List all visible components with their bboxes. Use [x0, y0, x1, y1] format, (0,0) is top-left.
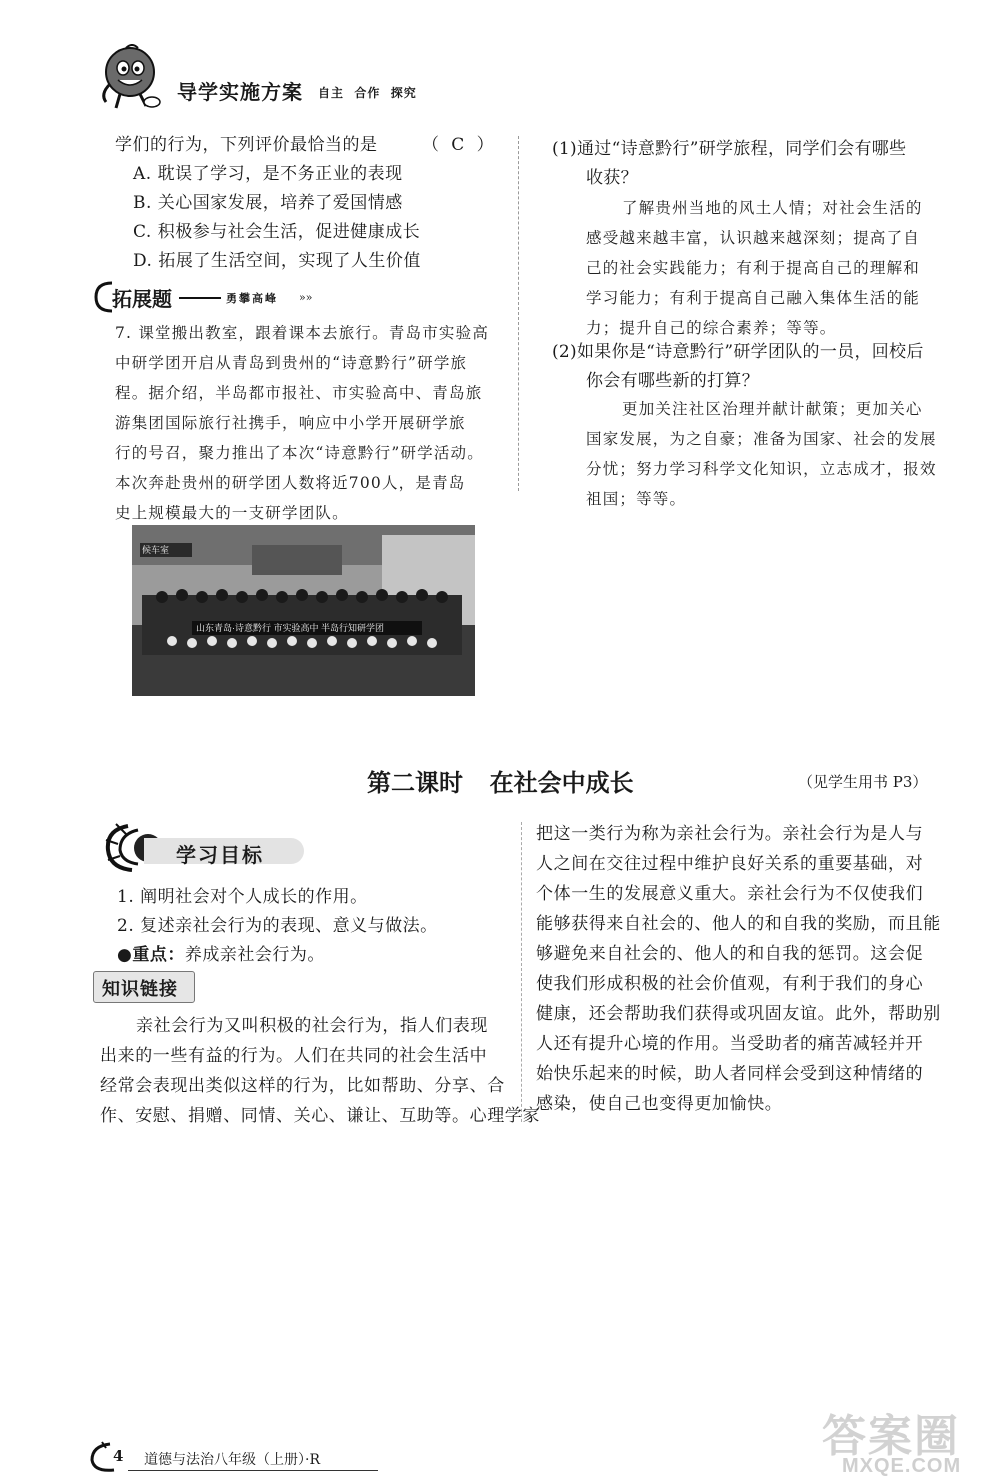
right-a2-line-2: 国家发展，为之自豪；准备为国家、社会的发展	[586, 430, 937, 448]
right-a1-line-3: 己的社会实践能力；有利于提高自己的理解和	[586, 259, 921, 277]
question7-line-3: 程。据介绍，半岛都市报社、市实验高中、青岛旅	[115, 384, 483, 402]
question7-line-1: 7. 课堂搬出教室，跟着课本去旅行。青岛市实验高	[115, 324, 490, 342]
group-photo	[132, 525, 475, 696]
photo-banner: 山东青岛·诗意黔行 市实验高中 半岛行知研学团	[196, 623, 384, 633]
question7-line-7: 史上规模最大的一支研学团队。	[115, 504, 349, 522]
knowledge-right-line-2: 人之间在交往过程中维护良好关系的重要基础，对	[536, 854, 924, 874]
knowledge-right-line-3: 个体一生的发展意义重大。亲社会行为不仅使我们	[536, 884, 924, 904]
lesson-title: 第二课时 在社会中成长	[367, 770, 634, 797]
question6-option-d: D. 拓展了生活空间，实现了人生价值	[133, 251, 421, 271]
knowledge-label: 知识链接	[102, 979, 178, 999]
right-a1-line-1: 了解贵州当地的风土人情；对社会生活的	[622, 199, 923, 217]
knowledge-right-line-4: 能够获得来自社会的、他人的和自我的奖励，而且能	[536, 914, 941, 934]
knowledge-right-line-9: 始快乐起来的时候，助人者同样会受到这种情绪的	[536, 1064, 924, 1084]
question6-option-c: C. 积极参与社会生活，促进健康成长	[133, 222, 421, 242]
right-q1-line-1: (1)通过“诗意黔行”研学旅程，同学们会有哪些	[552, 139, 907, 159]
knowledge-right-line-1: 把这一类行为称为亲社会行为。亲社会行为是人与	[536, 824, 924, 844]
knowledge-right-line-6: 使我们形成积极的社会价值观，有利于我们的身心	[536, 974, 924, 994]
knowledge-left-line-2: 出来的一些有益的行为。人们在共同的社会生活中	[100, 1046, 488, 1066]
question7-line-4: 游集团国际旅行社携手，响应中小学开展研学旅	[115, 414, 466, 432]
footer-page-number: 4	[113, 1447, 124, 1465]
question7-line-5: 行的号召，聚力推出了本次“诗意黔行”研学活动。	[115, 444, 484, 462]
objective-key	[117, 941, 325, 970]
question6-answer: （ C ）	[422, 135, 495, 155]
watermark-bottom: MXQE.COM	[842, 1455, 962, 1477]
objectives-label: 学习目标	[176, 845, 264, 867]
right-q2-line-2: 你会有哪些新的打算？	[586, 371, 759, 391]
question7-line-6: 本次奔赴贵州的研学团人数将近700人，是青岛	[115, 474, 466, 492]
column-divider	[518, 136, 519, 491]
right-a2-line-1: 更加关注社区治理并献计献策；更加关心	[622, 400, 923, 418]
knowledge-left-line-3: 经常会表现出类似这样的行为，比如帮助、分享、合	[100, 1076, 505, 1096]
knowledge-right-line-10: 感染，使自己也变得更加愉快。	[536, 1094, 783, 1114]
extension-dash	[179, 297, 221, 299]
header-motto: 自主 合作 探究	[318, 86, 417, 100]
objective-1: 1. 阐明社会对个人成长的作用。	[117, 887, 368, 907]
knowledge-right-line-5: 够避免来自社会的、他人的和自我的惩罚。这会促	[536, 944, 924, 964]
right-a2-line-4: 祖国；等等。	[586, 490, 687, 508]
watermark-top: 答案圈	[822, 1412, 960, 1461]
right-a2-line-3: 分忧；努力学习科学文化知识，立志成才，报效	[586, 460, 937, 478]
photo-sign: 候车室	[142, 545, 170, 555]
extension-sub: 勇攀高峰	[226, 292, 278, 305]
question6-option-b: B. 关心国家发展，培养了爱国情感	[133, 193, 403, 213]
footer-book-title: 道德与法治八年级（上册）·R	[144, 1452, 320, 1468]
question6-option-a: A. 耽误了学习，是不务正业的表现	[133, 164, 403, 184]
objective-2: 2. 复述亲社会行为的表现、意义与做法。	[117, 916, 438, 936]
knowledge-left-line-1: 亲社会行为又叫积极的社会行为，指人们表现	[136, 1016, 488, 1036]
extension-arrows-icon: »»	[299, 291, 313, 304]
right-a1-line-4: 学习能力；有利于提高自己融入集体生活的能	[586, 289, 921, 307]
extension-label: 拓展题	[112, 289, 172, 311]
footer-rule	[128, 1470, 378, 1471]
right-q1-line-2: 收获？	[586, 168, 638, 188]
objective-key-label: ●重点：	[117, 945, 185, 965]
question7-line-2: 中研学团开启从青岛到贵州的“诗意黔行”研学旅	[115, 354, 468, 372]
lesson-ref: （见学生用书 P3）	[798, 773, 928, 791]
knowledge-right-line-7: 健康，还会帮助我们获得或巩固友谊。此外，帮助别	[536, 1004, 941, 1024]
right-q2-line-1: (2)如果你是“诗意黔行”研学团队的一员，回校后	[552, 342, 924, 362]
objective-key-text: 养成亲社会行为。	[184, 945, 325, 965]
column-divider-lower	[521, 822, 522, 1122]
objectives-badge	[98, 820, 308, 876]
question6-stem: 学们的行为，下列评价最恰当的是	[115, 135, 378, 155]
knowledge-right-line-8: 人还有提升心境的作用。当受助者的痛苦减轻并开	[536, 1034, 924, 1054]
right-a1-line-2: 感受越来越丰富，认识越来越深刻；提高了自	[586, 229, 921, 247]
right-a1-line-5: 力；提升自己的综合素养；等等。	[586, 319, 837, 337]
mascot-icon	[96, 44, 166, 112]
header-title: 导学实施方案	[177, 82, 303, 104]
knowledge-badge	[93, 971, 195, 1003]
extension-badge	[92, 280, 324, 314]
knowledge-left-line-4: 作、安慰、捐赠、同情、关心、谦让、互助等。心理学家	[100, 1106, 540, 1126]
